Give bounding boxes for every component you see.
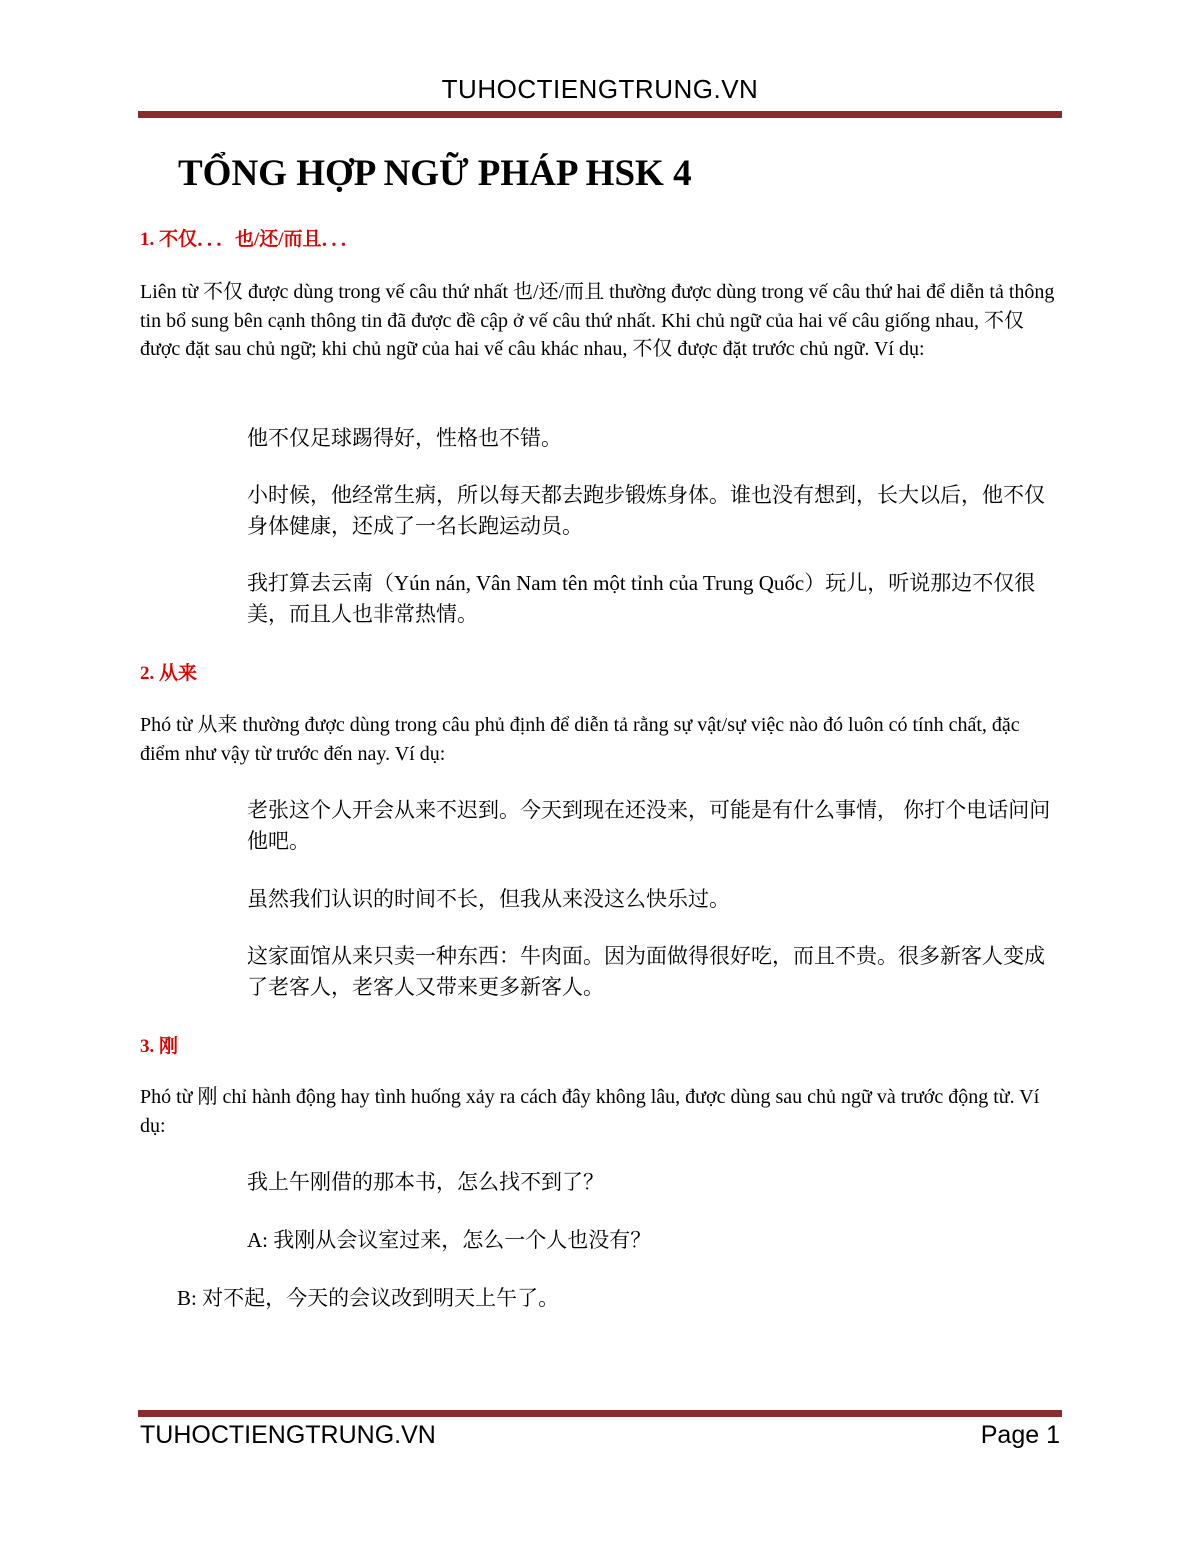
document-title: TỔNG HỢP NGỮ PHÁP HSK 4	[178, 153, 692, 194]
section-3-text: Phó từ 刚 chỉ hành động hay tình huống xảy ra cách đây không lâu, được dùng sau chủ ngữ và trước động từ. Ví dụ:	[140, 1086, 1040, 1137]
section-1-example-1: 他不仅足球踢得好，性格也不错。	[247, 426, 562, 450]
section-2-text: Phó từ 从来 thường được dùng trong câu phủ định để diễn tả rằng sự vật/sự việc nào đó luôn có tính chất, đặc điểm như vậy từ trước đến nay. Ví dụ:	[140, 714, 1020, 765]
page-number: Page 1	[980, 1421, 1060, 1449]
section-2-example-1: 老张这个人开会从来不迟到。今天到现在还没来，可能是有什么事情， 你打个电话问问他吧。	[247, 798, 1051, 853]
footer-site-name: TUHOCTIENGTRUNG.VN	[140, 1421, 436, 1449]
section-3-example-2: A: 我刚从会议室过来，怎么一个人也没有？	[247, 1228, 652, 1252]
section-2-example-2: 虽然我们认识的时间不长，但我从来没这么快乐过。	[247, 887, 730, 911]
section-3-example-1: 我上午刚借的那本书，怎么找不到了？	[247, 1170, 604, 1194]
section-2-heading: 2. 从来	[140, 663, 198, 684]
header-site-name: TUHOCTIENGTRUNG.VN	[441, 74, 759, 104]
section-2-example-3: 这家面馆从来只卖一种东西：牛肉面。因为面做得很好吃，而且不贵。很多新客人变成了老客人，老客人又带来更多新客人。	[247, 944, 1045, 999]
section-1-heading: 1. 不仅．．．也/还/而且．．．	[140, 229, 360, 250]
section-1-example-3: 我打算去云南（Yún nán, Vân Nam tên một tỉnh của Trung Quốc）玩儿，听说那边不仅很美，而且人也非常热情。	[247, 571, 1036, 626]
section-1-text: Liên từ 不仅 được dùng trong vế câu thứ nhất 也/还/而且 thường được dùng trong vế câu thứ hai để diễn tả thông tin bổ sung bên cạnh thông tin đã được đề cập ở vế câu thứ nhất. Khi chủ ngữ của hai vế câu giống nhau, 不仅 được đặt sau chủ ngữ; khi chủ ngữ của hai vế câu khác nhau, 不仅 được đặt trước chủ ngữ. Ví dụ:	[140, 281, 1055, 360]
footer-rule	[138, 1410, 1062, 1417]
section-3-example-3: B: 对不起，今天的会议改到明天上午了。	[177, 1286, 560, 1310]
section-1-example-2: 小时候，他经常生病，所以每天都去跑步锻炼身体。谁也没有想到，长大以后，他不仅身体健康，还成了一名长跑运动员。	[247, 483, 1045, 538]
header-rule	[138, 111, 1062, 118]
section-3-heading: 3. 刚	[140, 1036, 179, 1057]
